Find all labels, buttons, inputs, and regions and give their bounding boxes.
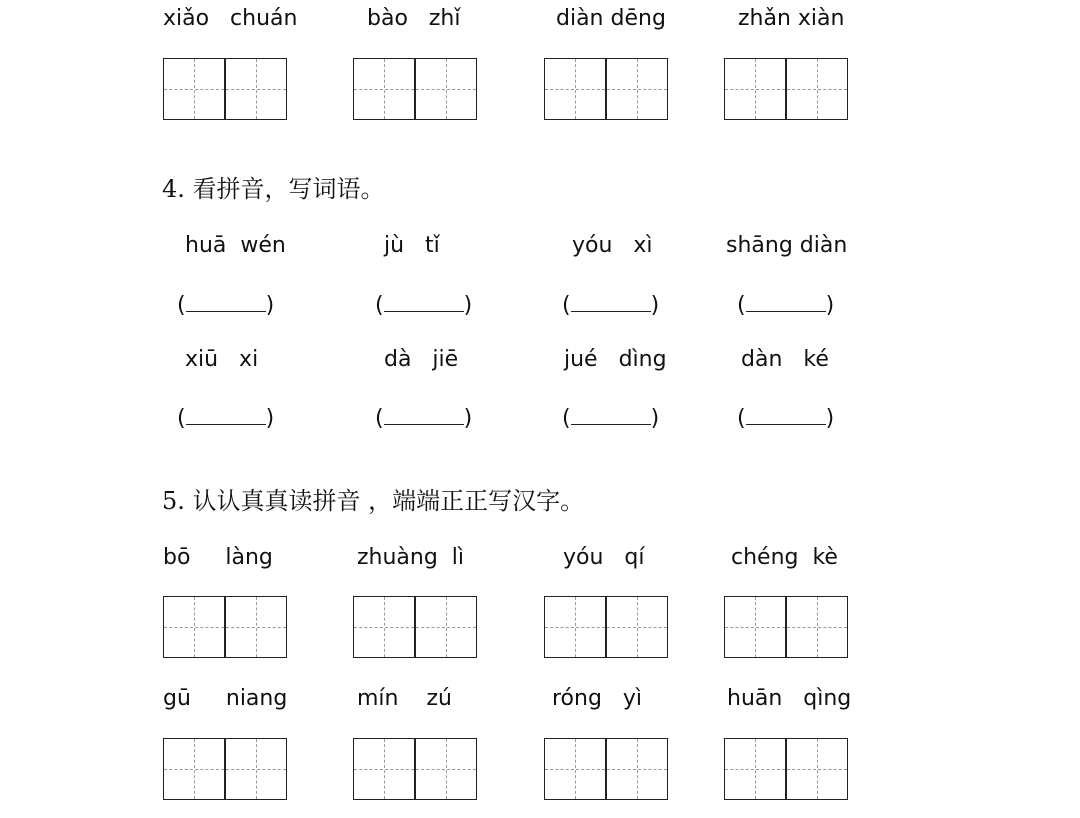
writing-box[interactable] [544,596,606,658]
writing-box[interactable] [225,596,287,658]
writing-box[interactable] [786,738,848,800]
paren-open: ( [737,406,746,431]
writing-box[interactable] [163,738,225,800]
answer-blank[interactable] [177,293,274,317]
writing-box[interactable] [415,58,477,120]
paren-close: ) [650,406,660,431]
pinyin-you-xi: yóu xì [572,233,653,258]
section-5-heading: 5. 认认真真读拼音 ，端端正正写汉字。 [162,487,585,515]
pinyin-cheng-ke: chéng kè [731,545,838,570]
answer-blank[interactable] [375,406,472,430]
writing-box[interactable] [724,58,786,120]
pinyin-hua-wen: huā wén [185,233,286,258]
writing-box[interactable] [724,596,786,658]
answer-blank[interactable] [737,406,834,430]
paren-open: ( [177,406,186,431]
pinyin-shang-dian: shāng diàn [726,233,848,258]
section-4-heading: 4. 看拼音，写词语。 [162,175,385,203]
blank-line[interactable] [746,293,826,312]
writing-box[interactable] [724,738,786,800]
paren-close: ) [825,293,835,318]
pinyin-huan-qing: huān qìng [727,686,852,711]
pinyin-xiao-chuan: xiǎo chuán [163,6,298,31]
pinyin-gu-niang: gū niang [163,686,288,711]
pinyin-dian-deng: diàn dēng [556,6,666,31]
paren-close: ) [825,406,835,431]
writing-box[interactable] [786,58,848,120]
answer-blank[interactable] [562,406,659,430]
writing-box[interactable] [353,596,415,658]
writing-box[interactable] [163,58,225,120]
writing-box[interactable] [415,596,477,658]
writing-box[interactable] [606,58,668,120]
pinyin-da-jie: dà jiē [384,347,459,372]
paren-close: ) [650,293,660,318]
pinyin-you-qi: yóu qí [563,545,645,570]
pinyin-ju-ti: jù tǐ [384,233,440,258]
paren-open: ( [375,406,384,431]
writing-box[interactable] [544,738,606,800]
writing-box[interactable] [225,58,287,120]
blank-line[interactable] [571,293,651,312]
blank-line[interactable] [746,406,826,425]
answer-blank[interactable] [375,293,472,317]
pinyin-jue-ding: jué dìng [564,347,667,372]
writing-box[interactable] [544,58,606,120]
blank-line[interactable] [186,406,266,425]
paren-open: ( [177,293,186,318]
blank-line[interactable] [571,406,651,425]
writing-box[interactable] [606,596,668,658]
answer-blank[interactable] [177,406,274,430]
pinyin-xiu-xi: xiū xi [185,347,259,372]
writing-box[interactable] [163,596,225,658]
writing-box[interactable] [415,738,477,800]
answer-blank[interactable] [737,293,834,317]
pinyin-zhan-xian: zhǎn xiàn [738,6,845,31]
writing-box[interactable] [225,738,287,800]
pinyin-bao-zhi: bào zhǐ [367,6,461,31]
pinyin-dan-ke: dàn ké [741,347,829,372]
pinyin-rong-yi: róng yì [552,686,643,711]
paren-open: ( [737,293,746,318]
paren-open: ( [562,293,571,318]
paren-close: ) [265,293,275,318]
writing-box[interactable] [353,738,415,800]
pinyin-zhuang-li: zhuàng lì [357,545,465,570]
paren-open: ( [375,293,384,318]
blank-line[interactable] [384,406,464,425]
paren-close: ) [265,406,275,431]
writing-box[interactable] [353,58,415,120]
blank-line[interactable] [384,293,464,312]
blank-line[interactable] [186,293,266,312]
pinyin-bo-lang: bō làng [163,545,273,570]
pinyin-min-zu: mín zú [357,686,452,711]
writing-box[interactable] [606,738,668,800]
paren-open: ( [562,406,571,431]
answer-blank[interactable] [562,293,659,317]
writing-box[interactable] [786,596,848,658]
paren-close: ) [463,293,473,318]
paren-close: ) [463,406,473,431]
